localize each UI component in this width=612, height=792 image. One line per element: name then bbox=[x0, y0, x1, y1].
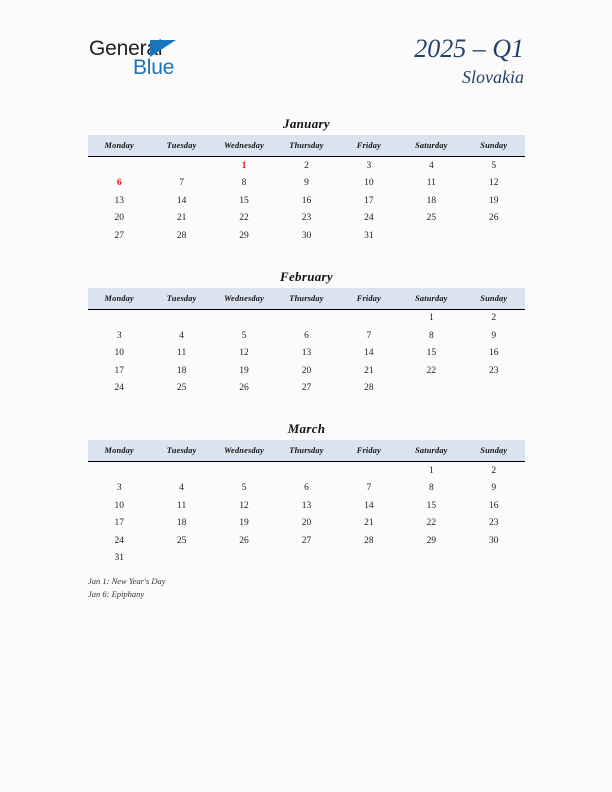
day-cell-empty bbox=[150, 157, 212, 175]
day-cell[interactable]: 15 bbox=[426, 348, 437, 359]
day-cell[interactable]: 3 bbox=[116, 330, 122, 341]
day-cell-empty bbox=[463, 380, 525, 398]
day-cell[interactable]: 30 bbox=[489, 535, 499, 546]
day-cell-empty bbox=[150, 550, 212, 568]
day-cell[interactable]: 17 bbox=[114, 365, 124, 376]
month-block bbox=[88, 266, 525, 398]
day-cell[interactable]: 24 bbox=[364, 213, 374, 224]
weekday-header-thursday: Thursday bbox=[275, 440, 337, 462]
day-cell[interactable]: 20 bbox=[301, 365, 312, 376]
day-cell[interactable]: 12 bbox=[239, 348, 249, 359]
day-cell[interactable]: 13 bbox=[301, 500, 312, 511]
day-cell[interactable]: 28 bbox=[176, 230, 187, 241]
day-cell[interactable]: 25 bbox=[176, 383, 187, 394]
day-cell[interactable]: 29 bbox=[426, 535, 437, 546]
day-cell[interactable]: 7 bbox=[366, 483, 372, 494]
day-cell-empty bbox=[150, 462, 212, 480]
day-cell[interactable]: 10 bbox=[114, 348, 124, 359]
weekday-header-thursday: Thursday bbox=[275, 288, 337, 310]
day-cell[interactable]: 28 bbox=[364, 383, 374, 394]
weekday-header-tuesday: Tuesday bbox=[150, 288, 212, 310]
day-cell[interactable]: 26 bbox=[239, 383, 249, 394]
day-cell[interactable]: 16 bbox=[489, 500, 499, 511]
day-cell[interactable]: 31 bbox=[364, 230, 374, 241]
weekday-header-saturday: Saturday bbox=[400, 440, 462, 462]
weekday-header-monday: Monday bbox=[88, 440, 150, 462]
week-row bbox=[88, 210, 525, 228]
day-cell-empty bbox=[338, 309, 400, 327]
day-cell-empty bbox=[400, 227, 462, 245]
day-cell[interactable]: 17 bbox=[114, 518, 124, 529]
day-cell[interactable]: 14 bbox=[364, 500, 374, 511]
day-cell[interactable]: 22 bbox=[239, 213, 249, 224]
day-cell[interactable]: 6 bbox=[304, 483, 309, 494]
weekday-header-monday: Monday bbox=[88, 135, 150, 157]
month-title: January bbox=[283, 116, 330, 131]
weekday-header-wednesday: Wednesday bbox=[213, 440, 275, 462]
day-cell[interactable]: 5 bbox=[241, 483, 247, 494]
day-cell[interactable]: 9 bbox=[491, 330, 497, 341]
weekday-header-saturday: Saturday bbox=[400, 288, 462, 310]
day-cell[interactable]: 11 bbox=[426, 178, 436, 189]
day-cell[interactable]: 29 bbox=[239, 230, 249, 241]
day-cell[interactable]: 6 bbox=[304, 330, 309, 341]
day-cell[interactable]: 24 bbox=[114, 383, 124, 394]
day-cell-empty bbox=[88, 462, 150, 480]
title-block bbox=[414, 34, 524, 89]
weekday-header-friday: Friday bbox=[338, 135, 400, 157]
weekday-header-saturday: Saturday bbox=[400, 135, 462, 157]
month-title: March bbox=[287, 421, 326, 436]
day-cell[interactable]: 2 bbox=[491, 313, 497, 324]
day-cell[interactable]: 21 bbox=[364, 365, 374, 376]
day-cell[interactable]: 20 bbox=[301, 518, 312, 529]
day-cell[interactable]: 18 bbox=[176, 518, 187, 529]
month-title: February bbox=[280, 268, 333, 284]
page-subtitle-country: Slovakia bbox=[462, 67, 524, 87]
weekday-header-thursday: Thursday bbox=[275, 135, 337, 157]
day-cell[interactable]: 10 bbox=[114, 500, 124, 511]
week-row bbox=[88, 532, 525, 550]
day-cell-holiday[interactable]: 6 bbox=[116, 178, 122, 189]
week-row bbox=[88, 480, 525, 498]
day-cell[interactable]: 8 bbox=[428, 483, 434, 494]
day-cell[interactable]: 7 bbox=[179, 178, 184, 189]
day-cell[interactable]: 9 bbox=[491, 483, 497, 494]
holiday-footnotes bbox=[88, 575, 166, 601]
day-cell-empty bbox=[213, 309, 275, 327]
day-cell[interactable]: 17 bbox=[364, 195, 374, 206]
month-grid bbox=[88, 135, 525, 245]
day-cell-empty bbox=[463, 227, 525, 245]
logo-text-general: General bbox=[89, 37, 163, 60]
logo-triangle-icon bbox=[150, 40, 176, 57]
day-cell[interactable]: 4 bbox=[179, 483, 184, 494]
day-cell[interactable]: 23 bbox=[489, 518, 499, 529]
day-cell[interactable]: 1 bbox=[428, 313, 434, 324]
holiday-note: Jan 6: Epiphany bbox=[88, 589, 145, 599]
day-cell-empty bbox=[275, 550, 337, 568]
week-row bbox=[88, 362, 525, 380]
day-cell[interactable]: 12 bbox=[489, 178, 499, 189]
day-cell[interactable]: 3 bbox=[116, 483, 122, 494]
day-cell[interactable]: 23 bbox=[301, 213, 312, 224]
day-cell-empty bbox=[88, 157, 150, 175]
day-cell[interactable]: 15 bbox=[239, 195, 249, 206]
weekday-header-row bbox=[88, 440, 525, 462]
month-block bbox=[88, 418, 525, 567]
day-cell[interactable]: 15 bbox=[426, 500, 437, 511]
weekday-header-friday: Friday bbox=[338, 440, 400, 462]
weekday-header-tuesday: Tuesday bbox=[150, 440, 212, 462]
logo-text-blue: Blue bbox=[133, 56, 175, 79]
week-row bbox=[88, 157, 525, 175]
day-cell[interactable]: 30 bbox=[301, 230, 312, 241]
weekday-header-sunday: Sunday bbox=[463, 288, 525, 310]
day-cell-holiday[interactable]: 1 bbox=[241, 160, 247, 171]
day-cell[interactable]: 26 bbox=[239, 535, 249, 546]
week-row bbox=[88, 175, 525, 193]
day-cell[interactable]: 8 bbox=[241, 178, 247, 189]
day-cell-empty bbox=[400, 380, 462, 398]
weekday-header-wednesday: Wednesday bbox=[213, 135, 275, 157]
day-cell[interactable]: 22 bbox=[426, 518, 437, 529]
day-cell[interactable]: 31 bbox=[114, 553, 124, 564]
month-grid bbox=[88, 440, 525, 567]
day-cell[interactable]: 25 bbox=[176, 535, 187, 546]
day-cell[interactable]: 21 bbox=[176, 213, 187, 224]
day-cell[interactable]: 9 bbox=[304, 178, 309, 189]
day-cell[interactable]: 2 bbox=[304, 160, 309, 171]
weekday-header-sunday: Sunday bbox=[463, 440, 525, 462]
weekday-header-monday: Monday bbox=[88, 288, 150, 310]
general-blue-logo bbox=[89, 38, 219, 80]
week-row bbox=[88, 462, 525, 480]
weekday-header-row bbox=[88, 135, 525, 157]
day-cell[interactable]: 25 bbox=[426, 213, 437, 224]
day-cell[interactable]: 7 bbox=[366, 330, 372, 341]
day-cell[interactable]: 3 bbox=[366, 160, 372, 171]
week-row bbox=[88, 380, 525, 398]
day-cell-empty bbox=[338, 550, 400, 568]
day-cell[interactable]: 16 bbox=[489, 348, 499, 359]
weekday-header-friday: Friday bbox=[338, 288, 400, 310]
page-title: 2025 – Q1 bbox=[414, 34, 524, 63]
day-cell[interactable]: 12 bbox=[239, 500, 249, 511]
month-block bbox=[88, 113, 525, 245]
day-cell[interactable]: 22 bbox=[426, 365, 437, 376]
day-cell-empty bbox=[150, 309, 212, 327]
day-cell[interactable]: 23 bbox=[489, 365, 499, 376]
day-cell[interactable]: 14 bbox=[364, 348, 374, 359]
week-row bbox=[88, 345, 525, 363]
week-row bbox=[88, 309, 525, 327]
day-cell-empty bbox=[275, 462, 337, 480]
day-cell[interactable]: 5 bbox=[241, 330, 247, 341]
day-cell[interactable]: 18 bbox=[176, 365, 187, 376]
weekday-header-sunday: Sunday bbox=[463, 135, 525, 157]
weekday-header-row bbox=[88, 288, 525, 310]
day-cell[interactable]: 13 bbox=[114, 195, 124, 206]
week-row bbox=[88, 550, 525, 568]
day-cell-empty bbox=[400, 550, 462, 568]
week-row bbox=[88, 515, 525, 533]
day-cell[interactable]: 2 bbox=[491, 465, 497, 476]
day-cell[interactable]: 26 bbox=[489, 213, 499, 224]
week-row bbox=[88, 497, 525, 515]
day-cell[interactable]: 19 bbox=[489, 195, 499, 206]
day-cell-empty bbox=[88, 309, 150, 327]
week-row bbox=[88, 192, 525, 210]
day-cell[interactable]: 13 bbox=[301, 348, 312, 359]
day-cell-empty bbox=[213, 462, 275, 480]
day-cell[interactable]: 16 bbox=[301, 195, 312, 206]
day-cell[interactable]: 27 bbox=[301, 383, 312, 394]
day-cell[interactable]: 19 bbox=[239, 518, 249, 529]
weekday-header-tuesday: Tuesday bbox=[150, 135, 212, 157]
day-cell[interactable]: 28 bbox=[364, 535, 374, 546]
day-cell[interactable]: 20 bbox=[114, 213, 124, 224]
day-cell[interactable]: 14 bbox=[176, 195, 187, 206]
day-cell[interactable]: 21 bbox=[364, 518, 374, 529]
week-row bbox=[88, 227, 525, 245]
day-cell[interactable]: 11 bbox=[177, 500, 187, 511]
day-cell-empty bbox=[463, 550, 525, 568]
holiday-note: Jan 1: New Year's Day bbox=[88, 576, 166, 586]
day-cell[interactable]: 19 bbox=[239, 365, 249, 376]
day-cell[interactable]: 4 bbox=[428, 160, 434, 171]
day-cell[interactable]: 24 bbox=[114, 535, 124, 546]
day-cell-empty bbox=[213, 550, 275, 568]
day-cell[interactable]: 1 bbox=[428, 465, 434, 476]
day-cell[interactable]: 5 bbox=[491, 160, 497, 171]
day-cell[interactable]: 4 bbox=[179, 330, 184, 341]
day-cell-empty bbox=[338, 462, 400, 480]
calendar-months bbox=[88, 113, 525, 588]
day-cell-empty bbox=[275, 309, 337, 327]
week-row bbox=[88, 327, 525, 345]
day-cell[interactable]: 18 bbox=[426, 195, 437, 206]
day-cell[interactable]: 11 bbox=[177, 348, 187, 359]
day-cell[interactable]: 8 bbox=[428, 330, 434, 341]
page-header bbox=[0, 0, 612, 110]
day-cell[interactable]: 27 bbox=[114, 230, 124, 241]
weekday-header-wednesday: Wednesday bbox=[213, 288, 275, 310]
month-grid bbox=[88, 288, 525, 398]
day-cell[interactable]: 27 bbox=[301, 535, 312, 546]
day-cell[interactable]: 10 bbox=[364, 178, 374, 189]
